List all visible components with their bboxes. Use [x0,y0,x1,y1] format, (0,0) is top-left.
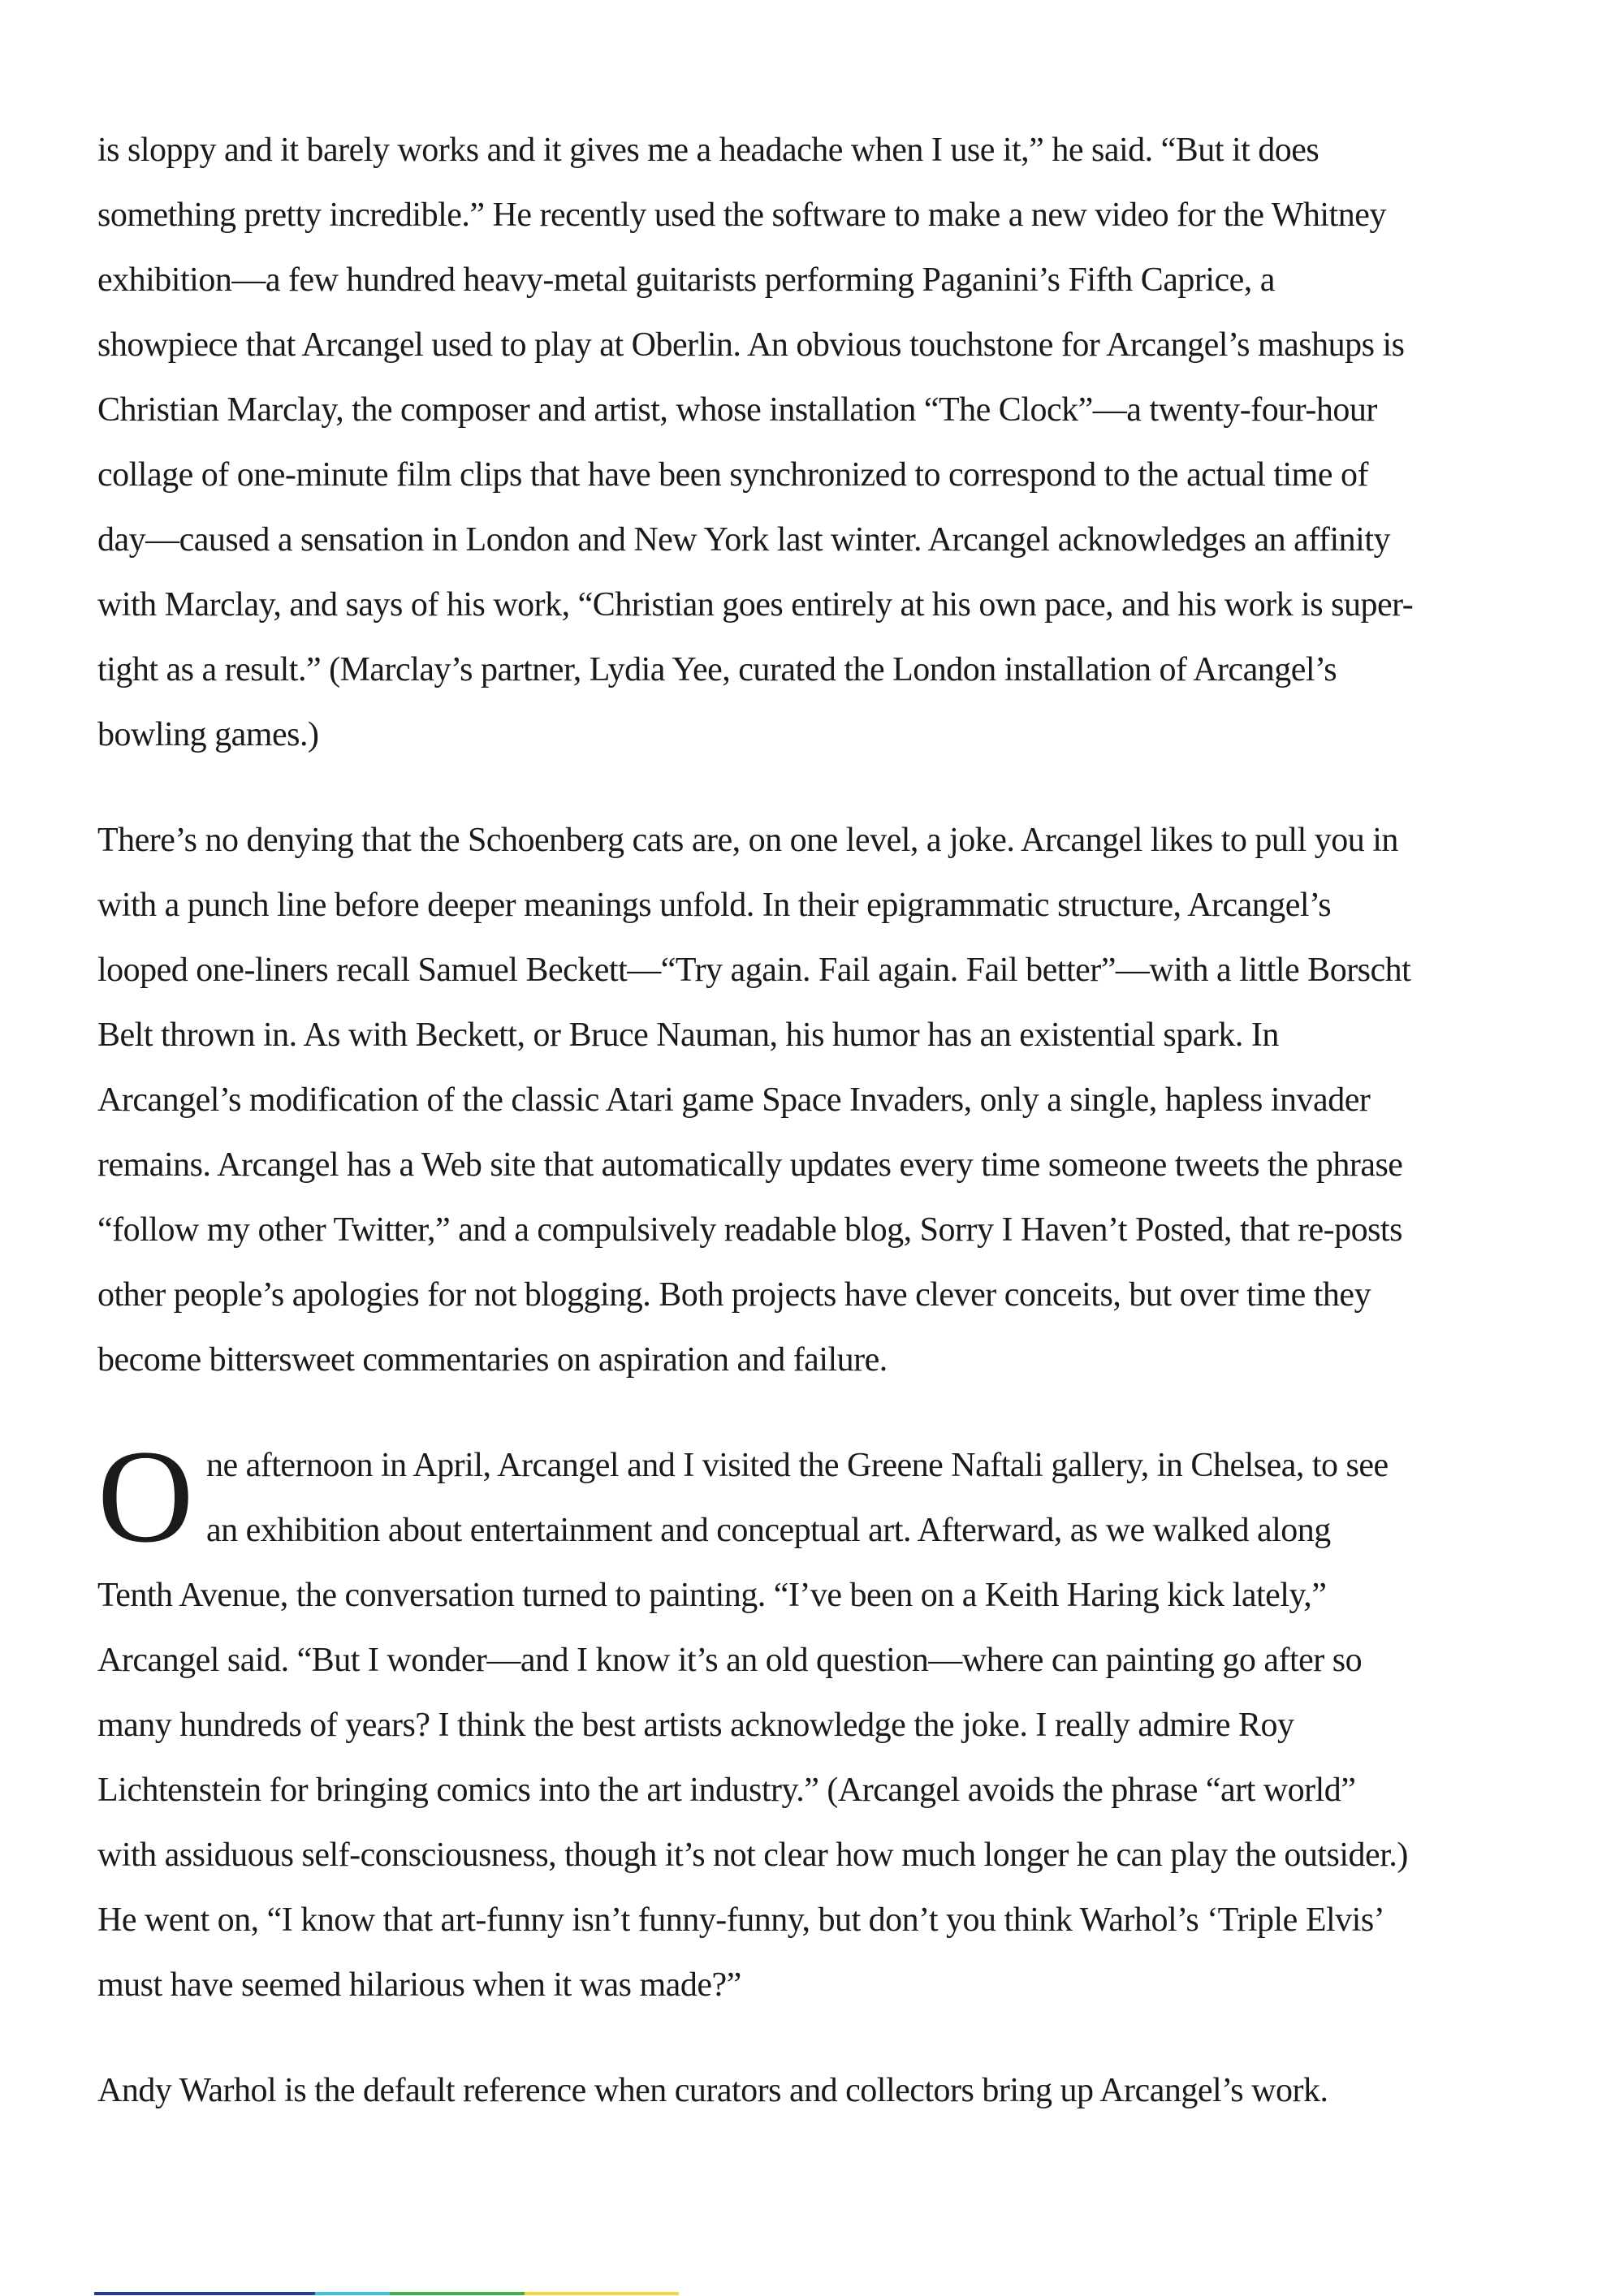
next-image-top-edge [94,2292,679,2295]
edge-segment-yellow [525,2292,679,2295]
paragraph-4: Andy Warhol is the default reference when curators and collectors bring up Arcangel’s work. [97,2072,1328,2109]
paragraph-2: There’s no denying that the Schoenberg cats are, on one level, a joke. Arcangel likes to pull you in with a punch line before deeper meanings unfold. In their epigrammatic structure, Arcangel’s looped one-liners recall Samuel Beckett—“Try again. Fail again. Fail better”—with a little Borscht Belt thrown in. As with Beckett, or Bruce Nauman, his humor has an existential spark. In Arcangel’s modification of the classic Atari game Space Invaders, only a single, hapless invader remains. Arcangel has a Web site that automatically updates every time someone tweets the phrase “follow my other Twitter,” and a compulsively readable blog, Sorry I Haven’t Posted, that re-posts other people’s apologies for not blogging. Both projects have clever conceits, but over time they become bittersweet commentaries on aspiration and failure. [97,822,1411,1379]
edge-segment-cyan [315,2292,390,2295]
edge-segment-green [390,2292,525,2295]
paragraph-3-with-dropcap [97,1423,1541,2018]
article-body [97,118,1541,2164]
paragraph-1: is sloppy and it barely works and it gives me a headache when I use it,” he said. “But it does something pretty incredible.” He recently used the software to make a new video for the Whitney exhibition—a few hundred heavy-metal guitarists performing Paganini’s Fifth Caprice, a showpiece that Arcangel used to play at Oberlin. An obvious touchstone for Arcangel’s mashups is Christian Marclay, the composer and artist, whose installation “The Clock”—a twenty-four-hour collage of one-minute film clips that have been synchronized to correspond to the actual time of day—caused a sensation in London and New York last winter. Arcangel acknowledges an affinity with Marclay, and says of his work, “Christian goes entirely at his own pace, and his work is super- tight as a result.” (Marclay’s partner, Lydia Yee, curated the London installation of Arcangel’s bowling games.) [97,132,1414,753]
drop-cap-letter: O [97,1423,193,1570]
paragraph-3-text: ne afternoon in April, Arcangel and I visited the Greene Naftali gallery, in Chelsea, to see an exhibition about entertainment and conceptual art. Afterward, as we walked along Tenth Avenue, the conversation turned to painting. “I’ve been on a Keith Haring kick lately,” Arcangel said. “But I wonder—and I know it’s an old question—where can painting go after so many hundreds of years? I think the best artists acknowledge the joke. I really admire Roy Lichtenstein for bringing comics into the art industry.” (Arcangel avoids the phrase “art world” with assiduous self-consciousness, though it’s not clear how much longer he can play the outsider.) He went on, “I know that art-funny isn’t funny-funny, but don’t you think Warhol’s ‘Triple Elvis’ must have seemed hilarious when it was made?” [97,1447,1408,2004]
edge-segment-blue [94,2292,315,2295]
